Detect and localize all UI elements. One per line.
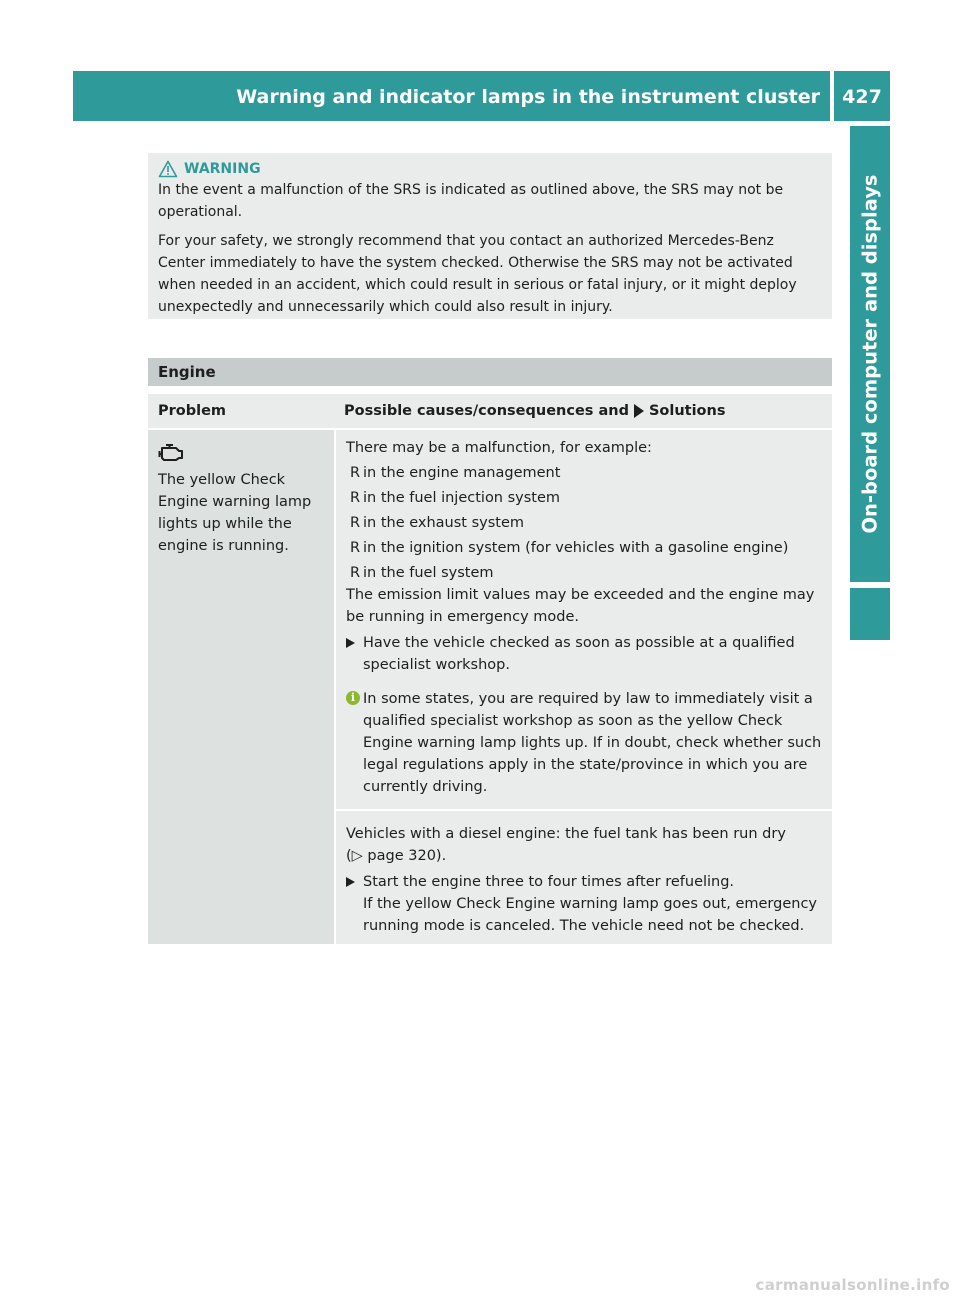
side-tab: [850, 126, 890, 582]
causes-column: [336, 430, 832, 944]
bullet-mark: R: [350, 540, 361, 556]
warning-box: [148, 153, 832, 319]
causes-cell-2: [336, 811, 832, 944]
table-header: [148, 394, 832, 428]
bullet-mark: R: [350, 465, 361, 481]
warning-paragraph-2: For your safety, we strongly recommend that you contact an authorized Mercedes-Benz Center immediately to have the system checked. Otherwise the SRS may not be activated when needed in an accident, which could result in serious or fatal injury, or it might deploy unexpectedly and unnecessarily which could also result in injury.: [158, 233, 797, 315]
page-number-box: [834, 71, 890, 121]
causes-intro: There may be a malfunction, for example:: [346, 440, 652, 456]
action-step: Have the vehicle checked as soon as possible at a qualified specialist workshop.: [346, 632, 827, 676]
list-item: R in the exhaust system: [346, 512, 827, 534]
warning-heading: [158, 159, 822, 179]
action-arrow-icon: [346, 877, 355, 887]
warning-paragraph-1: In the event a malfunction of the SRS is indicated as outlined above, the SRS may not be operational.: [158, 182, 784, 220]
section-heading: Engine: [148, 358, 832, 386]
header-title: Warning and indicator lamps in the instrument cluster: [236, 86, 820, 108]
list-item: R in the ignition system (for vehicles with a gasoline engine): [346, 537, 827, 559]
header-causes-text: Possible causes/consequences and: [344, 403, 629, 419]
header-causes: [334, 394, 832, 428]
problem-text: The yellow Check Engine warning lamp lights up while the engine is running.: [158, 472, 312, 554]
header-solutions-text: Solutions: [648, 403, 726, 419]
diesel-text: Vehicles with a diesel engine: the fuel tank has been run dry: [346, 826, 786, 842]
list-item: R in the fuel system: [346, 562, 827, 584]
side-tab-label: On-board computer and displays: [858, 174, 882, 534]
header-problem: Problem: [158, 403, 227, 419]
check-engine-icon: [158, 442, 184, 462]
list-item: R in the engine management: [346, 462, 827, 484]
list-item: R in the fuel injection system: [346, 487, 827, 509]
causes-cell-1: [336, 430, 832, 809]
action-arrow-icon: [346, 638, 355, 648]
bullet-mark: R: [350, 565, 361, 581]
causes-note: The emission limit values may be exceeded and the engine may be running in emergency mode.: [346, 587, 815, 625]
info-icon: i: [346, 691, 360, 705]
page-reference: (▷ page 320).: [346, 848, 447, 864]
problem-cell: [148, 430, 334, 944]
action-step: Start the engine three to four times after refueling. If the yellow Check Engine warning lamp goes out, emergency running mode is canceled. The vehicle need not be checked.: [346, 871, 827, 937]
warning-label: WARNING: [184, 161, 261, 177]
header-bar: [73, 71, 830, 121]
side-tab-marker: [850, 588, 890, 640]
bullet-mark: R: [350, 490, 361, 506]
page-number: 427: [842, 86, 882, 108]
info-note: i In some states, you are required by law to immediately visit a qualified specialist workshop as soon as the yellow Check Engine warning lamp lights up. If in doubt, check whether such legal regulations apply in the state/province in which you are currently driving.: [346, 688, 827, 798]
table-body: [148, 430, 832, 944]
warning-triangle-icon: [158, 160, 178, 178]
engine-table: [148, 394, 832, 944]
bullet-mark: R: [350, 515, 361, 531]
arrow-right-icon: [634, 404, 644, 418]
watermark: carmanualsonline.info: [755, 1276, 950, 1294]
